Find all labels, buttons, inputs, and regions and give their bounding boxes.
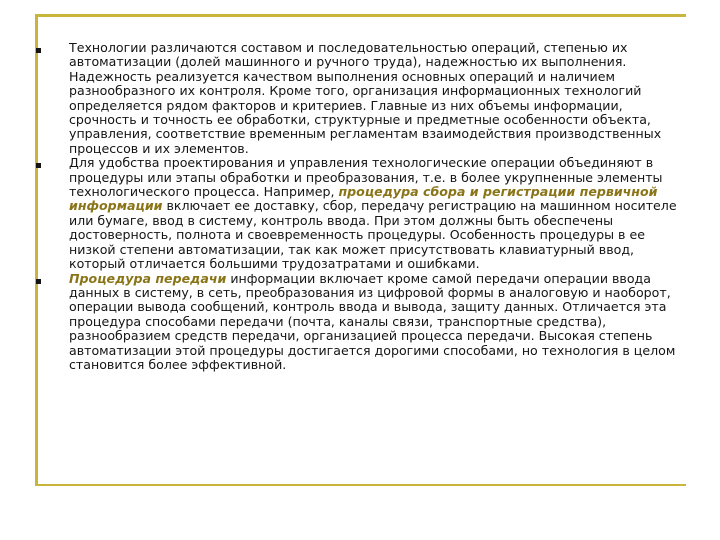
paragraph-text: Для удобства проектирования и управления технологические операции объединяют в процедуры или этапы обработки и преобразования, т.е. в более укрупненные элементы технологического процесса. Например,: [69, 155, 663, 200]
bullet-item-procedures: [36, 156, 688, 271]
square-bullet-icon: [36, 163, 41, 168]
bullet-item-technologies: [36, 41, 688, 156]
highlight-term: процедура сбора и регистрации первичной информации: [69, 184, 658, 214]
square-bullet-icon: [36, 279, 41, 284]
bottom-rule-line: [35, 484, 686, 486]
highlight-term: Процедура передачи: [69, 270, 227, 286]
square-bullet-icon: [36, 48, 41, 53]
bullet-item-transfer: [36, 272, 688, 373]
paragraph-text: информации включает кроме самой передачи операции ввода данных в систему, в сеть, преобразования из цифровой формы в аналоговую и наоборот, операции вывода сообщений, контроль ввода и вывода, защиту данных. Отличается эта процедура способами передачи (почта, каналы связи, транспортные средства), разнообразием средств передачи, организацией процесса передачи. Высокая степень автоматизации этой процедуры достигается дорогими способами, но технология в целом становится более эффективной.: [69, 270, 676, 372]
paragraph-text: включает ее доставку, сбор, передачу регистрацию на машинном носителе или бумаге, ввод в систему, контроль ввода. При этом должны быть обеспечены достоверность, полнота и своевременность процедуры. Особенность процедуры в ее низкой степени автоматизации, так как может присутствовать клавиатурный ввод, который отличается большими трудозатратами и ошибками.: [69, 198, 677, 272]
bullet-list: [36, 41, 688, 372]
top-rule-line: [35, 14, 686, 17]
paragraph-text: Технологии различаются составом и последовательностью операций, степенью их автоматизации (долей машинного и ручного труда), надежностью их выполнения. Надежность реализуется качеством выполнения основных операций и наличием разнообразного их контроля. Кроме того, организация информационных технологий определяется рядом факторов и критериев. Главные из них объемы информации, срочность и точность ее обработки, структурные и предметные особенности объекта, управления, соответствие временным регламентам взаимодействия производственных процессов и их элементов.: [69, 40, 662, 156]
